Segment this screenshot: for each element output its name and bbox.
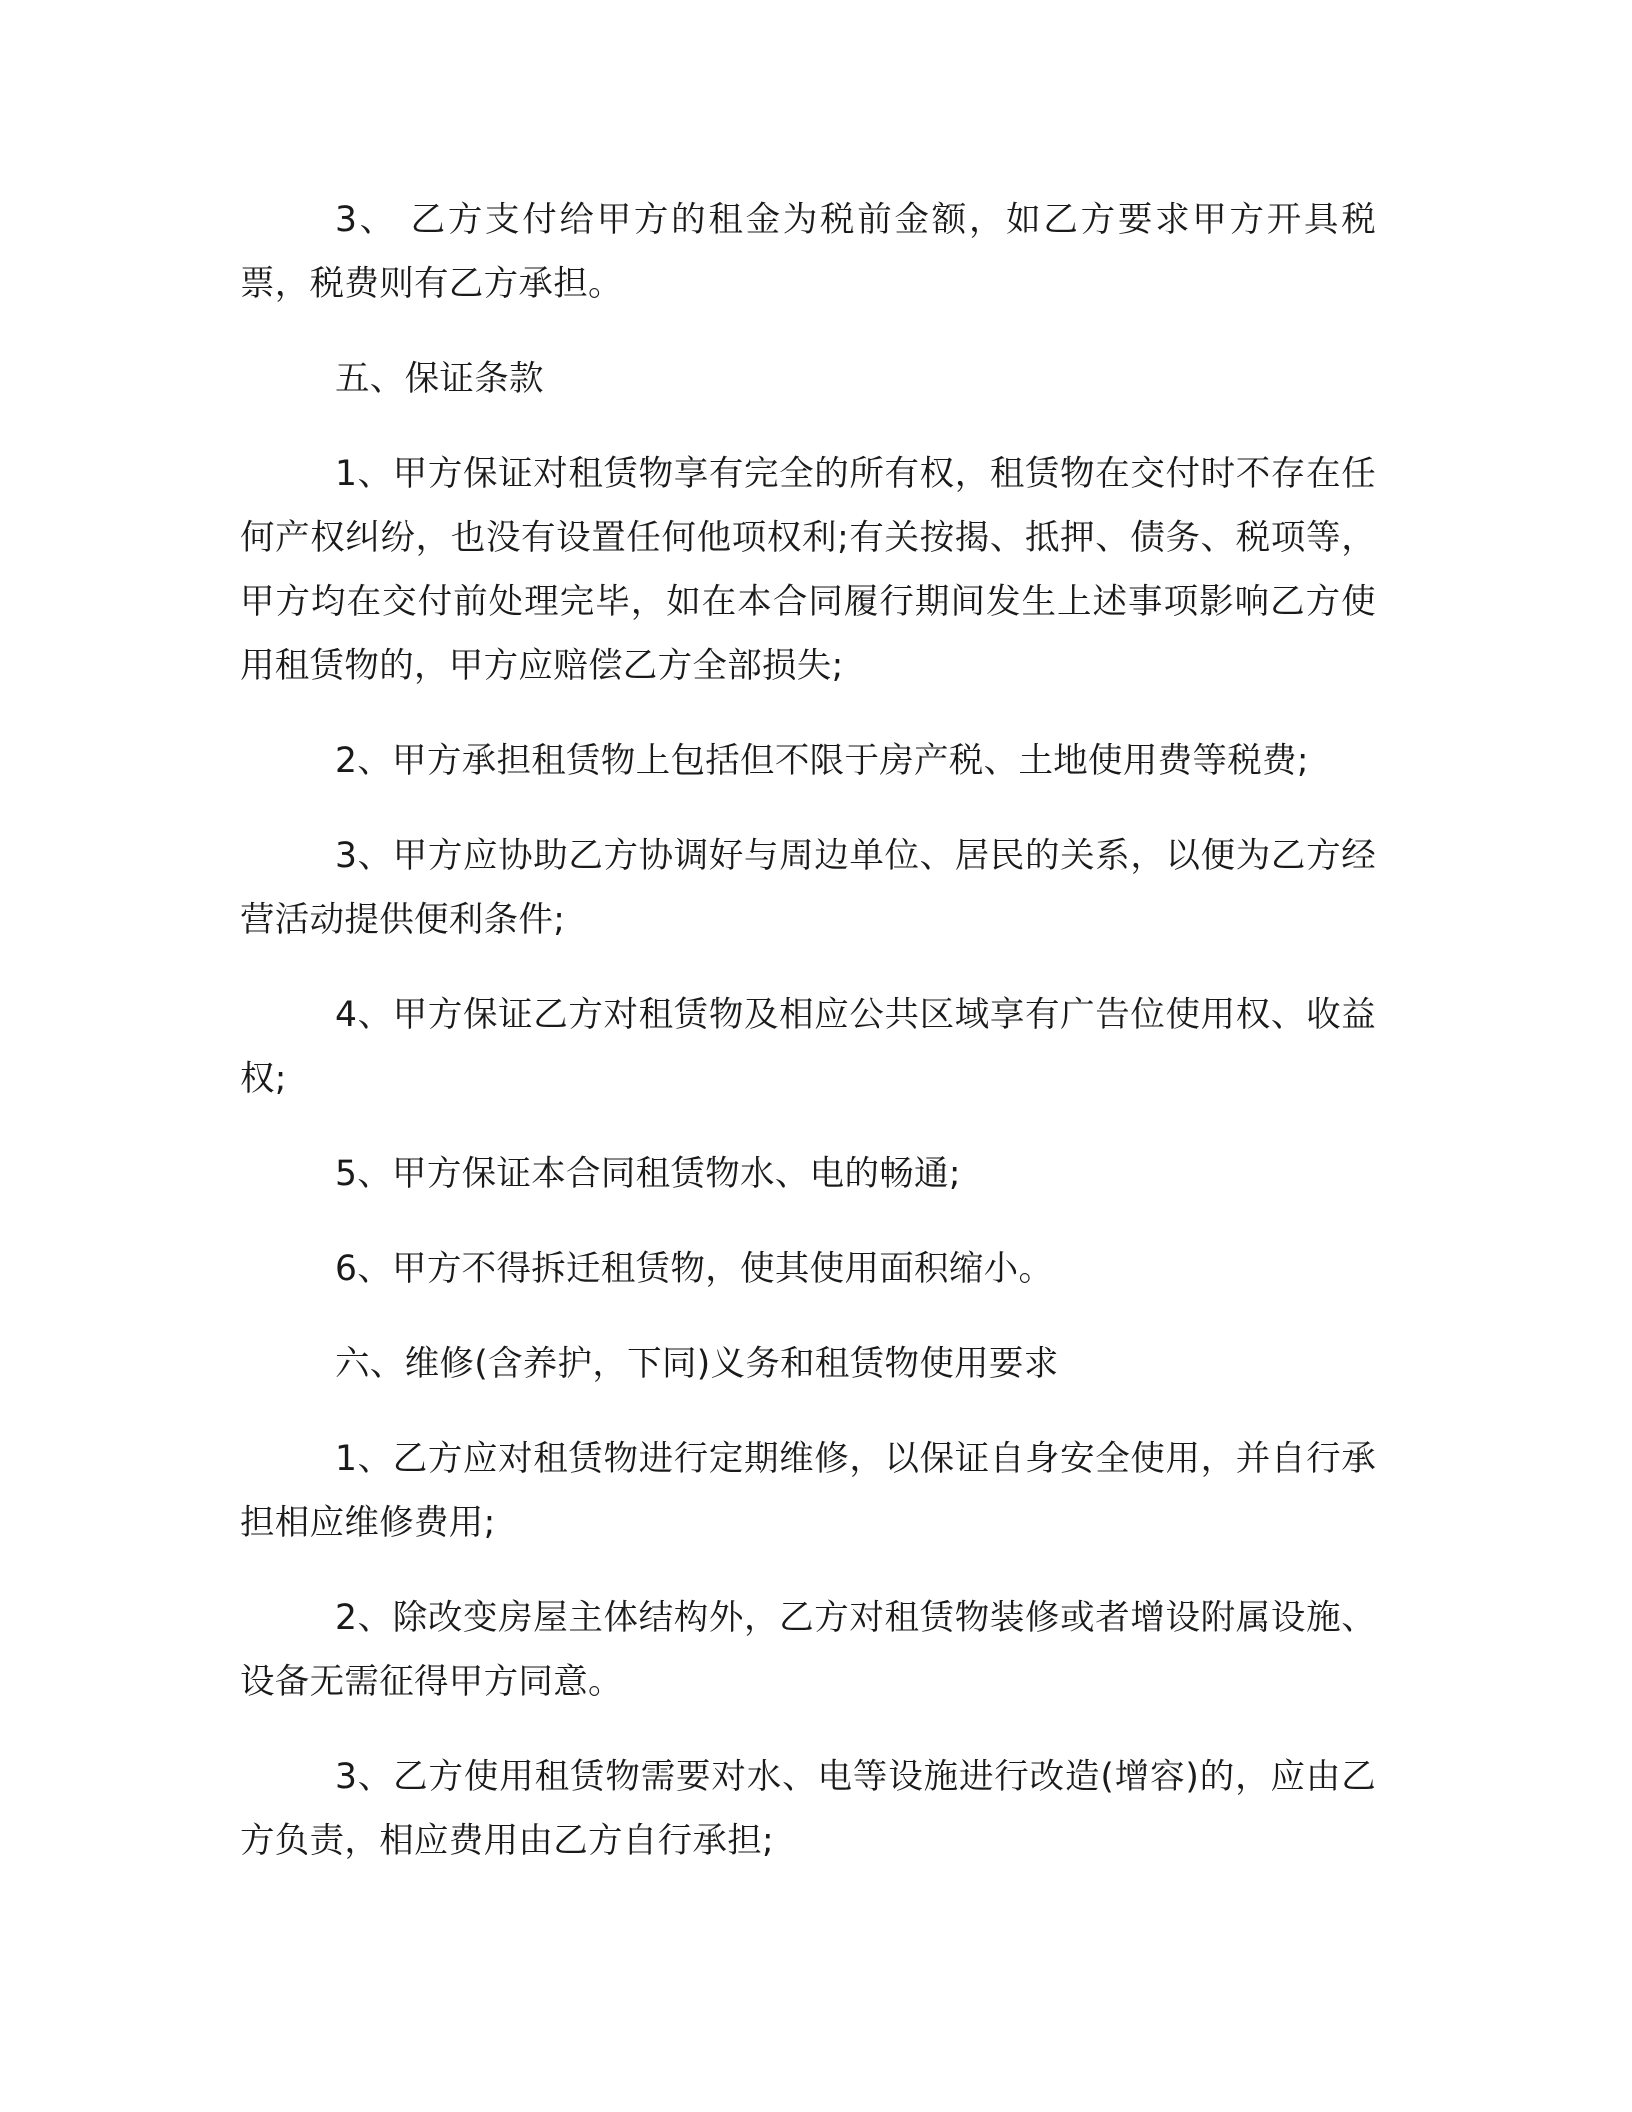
- paragraph-guarantee-1: 1、甲方保证对租赁物享有完全的所有权，租赁物在交付时不存在任何产权纠纷，也没有设置任何他项权利;有关按揭、抵押、债务、税项等，甲方均在交付前处理完毕，如在本合同履行期间发生上述事项影响乙方使用租赁物的，甲方应赔偿乙方全部损失;: [240, 454, 1376, 686]
- paragraph-guarantee-2: 2、甲方承担租赁物上包括但不限于房产税、土地使用费等税费;: [335, 741, 1309, 781]
- paragraph-guarantee-6: 6、甲方不得拆迁租赁物，使其使用面积缩小。: [335, 1249, 1054, 1289]
- paragraph-maintenance-3: 3、乙方使用租赁物需要对水、电等设施进行改造(增容)的，应由乙方负责，相应费用由乙方自行承担;: [240, 1757, 1376, 1861]
- paragraph-maintenance-1: 1、乙方应对租赁物进行定期维修，以保证自身安全使用，并自行承担相应维修费用;: [240, 1439, 1376, 1543]
- paragraph-tax-clause: 3、 乙方支付给甲方的租金为税前金额，如乙方要求甲方开具税票，税费则有乙方承担。: [240, 200, 1376, 304]
- paragraph-guarantee-4: 4、甲方保证乙方对租赁物及相应公共区域享有广告位使用权、收益权;: [240, 995, 1376, 1099]
- paragraph-maintenance-2: 2、除改变房屋主体结构外，乙方对租赁物装修或者增设附属设施、设备无需征得甲方同意。: [240, 1598, 1376, 1702]
- paragraph-guarantee-3: 3、甲方应协助乙方协调好与周边单位、居民的关系，以便为乙方经营活动提供便利条件;: [240, 836, 1376, 940]
- paragraph-guarantee-5: 5、甲方保证本合同租赁物水、电的畅通;: [335, 1154, 961, 1194]
- section-heading-guarantee: 五、保证条款: [335, 359, 544, 399]
- section-heading-maintenance: 六、维修(含养护，下同)义务和租赁物使用要求: [335, 1344, 1059, 1384]
- document-body: [240, 188, 1376, 1904]
